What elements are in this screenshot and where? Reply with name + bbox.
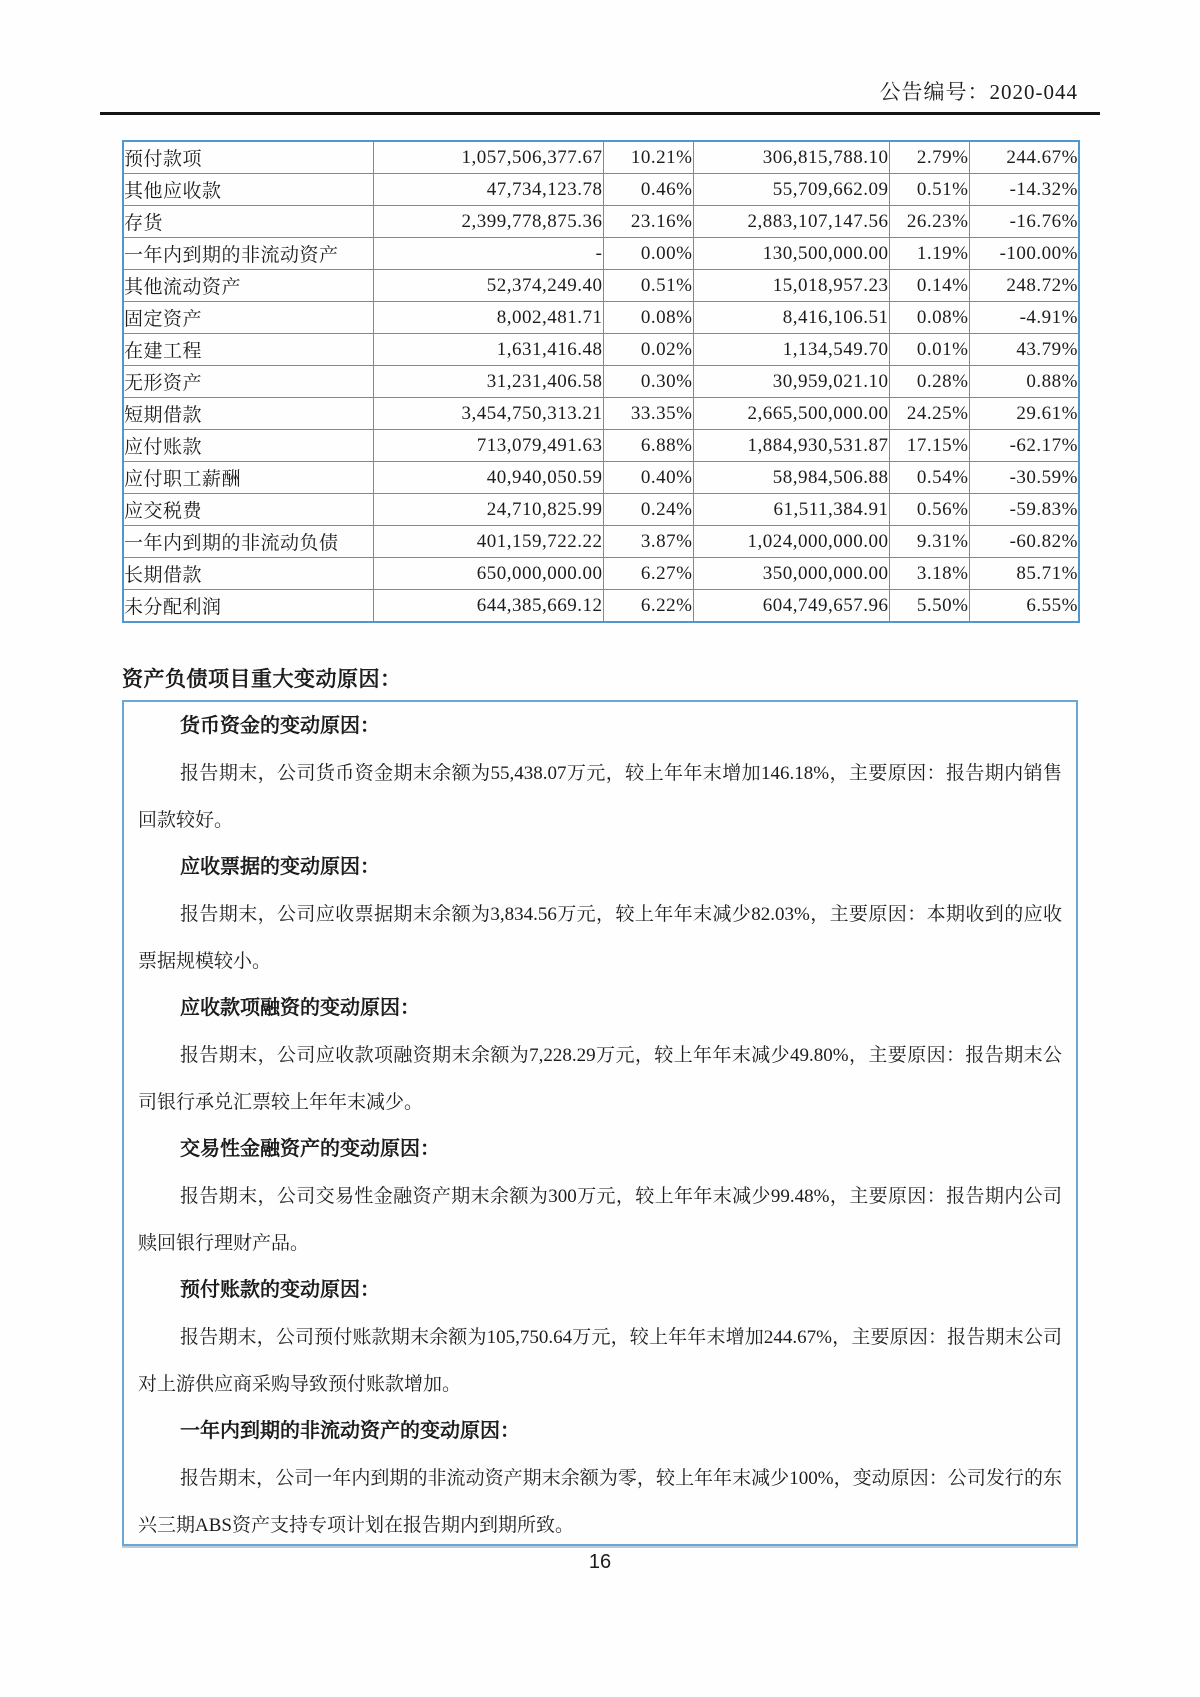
reasons-content <box>138 703 1062 1546</box>
table-row <box>123 526 1079 558</box>
change-pct-cell: -59.83% <box>969 494 1079 526</box>
pct-current-cell: 0.51% <box>603 270 693 302</box>
reason-section-title: 预付账款的变动原因： <box>180 1279 380 1301</box>
pct-current-cell: 6.22% <box>603 590 693 623</box>
reason-section-title: 应收票据的变动原因： <box>180 856 380 878</box>
table-row <box>123 206 1079 238</box>
table-row <box>123 462 1079 494</box>
pct-prior-cell: 17.15% <box>889 430 969 462</box>
pct-current-cell: 0.02% <box>603 334 693 366</box>
reasons-heading: 资产负债项目重大变动原因： <box>122 668 402 691</box>
item-name-cell: 预付款项 <box>123 141 373 174</box>
pct-current-cell: 6.27% <box>603 558 693 590</box>
reason-section-paragraph: 报告期末，公司货币资金期末余额为55,438.07万元，较上年年末增加146.18%，主要原因：报告期内销售回款较好。 <box>138 763 1062 831</box>
amount-current-cell: 1,057,506,377.67 <box>373 141 603 174</box>
balance-sheet-items-table <box>122 140 1080 623</box>
amount-current-cell: 40,940,050.59 <box>373 462 603 494</box>
pct-current-cell: 0.08% <box>603 302 693 334</box>
amount-current-cell: 1,631,416.48 <box>373 334 603 366</box>
pct-prior-cell: 0.14% <box>889 270 969 302</box>
amount-prior-cell: 61,511,384.91 <box>693 494 889 526</box>
table-row <box>123 430 1079 462</box>
change-pct-cell: 85.71% <box>969 558 1079 590</box>
amount-current-cell: 8,002,481.71 <box>373 302 603 334</box>
pct-prior-cell: 0.56% <box>889 494 969 526</box>
table-row <box>123 141 1079 174</box>
change-pct-cell: 29.61% <box>969 398 1079 430</box>
change-pct-cell: 248.72% <box>969 270 1079 302</box>
table-row <box>123 494 1079 526</box>
amount-current-cell: 52,374,249.40 <box>373 270 603 302</box>
pct-prior-cell: 3.18% <box>889 558 969 590</box>
table-row <box>123 302 1079 334</box>
table-row <box>123 558 1079 590</box>
change-pct-cell: -4.91% <box>969 302 1079 334</box>
pct-current-cell: 33.35% <box>603 398 693 430</box>
reason-section-paragraph: 报告期末，公司应收款项融资期末余额为7,228.29万元，较上年年末减少49.80%，主要原因：报告期末公司银行承兑汇票较上年年末减少。 <box>138 1045 1062 1113</box>
item-name-cell: 应付账款 <box>123 430 373 462</box>
change-pct-cell: 43.79% <box>969 334 1079 366</box>
pct-current-cell: 0.24% <box>603 494 693 526</box>
change-pct-cell: -16.76% <box>969 206 1079 238</box>
amount-prior-cell: 58,984,506.88 <box>693 462 889 494</box>
table-row <box>123 366 1079 398</box>
reason-section-title: 交易性金融资产的变动原因： <box>180 1138 440 1160</box>
amount-current-cell: 24,710,825.99 <box>373 494 603 526</box>
pct-current-cell: 0.40% <box>603 462 693 494</box>
reason-section-paragraph: 报告期末，公司预付账款期末余额为105,750.64万元，较上年年末增加244.67%，主要原因：报告期末公司对上游供应商采购导致预付账款增加。 <box>138 1327 1062 1395</box>
item-name-cell: 存货 <box>123 206 373 238</box>
amount-prior-cell: 130,500,000.00 <box>693 238 889 270</box>
change-pct-cell: -100.00% <box>969 238 1079 270</box>
amount-prior-cell: 350,000,000.00 <box>693 558 889 590</box>
amount-current-cell: - <box>373 238 603 270</box>
change-pct-cell: 0.88% <box>969 366 1079 398</box>
reason-section-title: 货币资金的变动原因： <box>180 715 380 737</box>
amount-prior-cell: 2,883,107,147.56 <box>693 206 889 238</box>
table-row <box>123 590 1079 623</box>
pct-prior-cell: 0.54% <box>889 462 969 494</box>
amount-prior-cell: 15,018,957.23 <box>693 270 889 302</box>
change-pct-cell: 244.67% <box>969 141 1079 174</box>
change-pct-cell: 6.55% <box>969 590 1079 623</box>
change-pct-cell: -14.32% <box>969 174 1079 206</box>
item-name-cell: 一年内到期的非流动资产 <box>123 238 373 270</box>
item-name-cell: 在建工程 <box>123 334 373 366</box>
reason-section-paragraph: 报告期末，公司应收票据期末余额为3,834.56万元，较上年年末减少82.03%，主要原因：本期收到的应收票据规模较小。 <box>138 904 1062 972</box>
pct-current-cell: 0.46% <box>603 174 693 206</box>
change-pct-cell: -60.82% <box>969 526 1079 558</box>
amount-current-cell: 713,079,491.63 <box>373 430 603 462</box>
pct-current-cell: 0.30% <box>603 366 693 398</box>
amount-prior-cell: 604,749,657.96 <box>693 590 889 623</box>
pct-prior-cell: 1.19% <box>889 238 969 270</box>
item-name-cell: 长期借款 <box>123 558 373 590</box>
amount-prior-cell: 30,959,021.10 <box>693 366 889 398</box>
table-row <box>123 174 1079 206</box>
item-name-cell: 其他流动资产 <box>123 270 373 302</box>
item-name-cell: 一年内到期的非流动负债 <box>123 526 373 558</box>
amount-current-cell: 401,159,722.22 <box>373 526 603 558</box>
reasons-box <box>122 700 1078 1546</box>
amount-current-cell: 47,734,123.78 <box>373 174 603 206</box>
amount-current-cell: 2,399,778,875.36 <box>373 206 603 238</box>
header-rule <box>100 112 1100 115</box>
item-name-cell: 固定资产 <box>123 302 373 334</box>
table-row <box>123 270 1079 302</box>
item-name-cell: 其他应收款 <box>123 174 373 206</box>
table-row <box>123 398 1079 430</box>
item-name-cell: 短期借款 <box>123 398 373 430</box>
amount-prior-cell: 306,815,788.10 <box>693 141 889 174</box>
amount-prior-cell: 1,024,000,000.00 <box>693 526 889 558</box>
item-name-cell: 无形资产 <box>123 366 373 398</box>
amount-current-cell: 644,385,669.12 <box>373 590 603 623</box>
announcement-number: 公告编号：2020-044 <box>879 80 1078 104</box>
amount-current-cell: 3,454,750,313.21 <box>373 398 603 430</box>
item-name-cell: 应交税费 <box>123 494 373 526</box>
amount-current-cell: 31,231,406.58 <box>373 366 603 398</box>
pct-prior-cell: 26.23% <box>889 206 969 238</box>
page-number: 16 <box>588 1551 612 1573</box>
change-pct-cell: -62.17% <box>969 430 1079 462</box>
reason-section-paragraph: 报告期末，公司一年内到期的非流动资产期末余额为零，较上年年末减少100%，变动原因：公司发行的东兴三期ABS资产支持专项计划在报告期内到期所致。 <box>138 1468 1062 1536</box>
amount-prior-cell: 1,884,930,531.87 <box>693 430 889 462</box>
amount-prior-cell: 1,134,549.70 <box>693 334 889 366</box>
pct-current-cell: 3.87% <box>603 526 693 558</box>
pct-current-cell: 10.21% <box>603 141 693 174</box>
pct-prior-cell: 0.28% <box>889 366 969 398</box>
amount-prior-cell: 2,665,500,000.00 <box>693 398 889 430</box>
reason-section-title: 应收款项融资的变动原因： <box>180 997 420 1019</box>
pct-current-cell: 23.16% <box>603 206 693 238</box>
pct-prior-cell: 0.51% <box>889 174 969 206</box>
pct-prior-cell: 0.01% <box>889 334 969 366</box>
table-row <box>123 334 1079 366</box>
reason-section-paragraph: 报告期末，公司交易性金融资产期末余额为300万元，较上年年末减少99.48%，主要原因：报告期内公司赎回银行理财产品。 <box>138 1186 1062 1254</box>
pct-prior-cell: 9.31% <box>889 526 969 558</box>
pct-prior-cell: 5.50% <box>889 590 969 623</box>
pct-prior-cell: 0.08% <box>889 302 969 334</box>
amount-current-cell: 650,000,000.00 <box>373 558 603 590</box>
pct-current-cell: 6.88% <box>603 430 693 462</box>
pct-prior-cell: 2.79% <box>889 141 969 174</box>
table-row <box>123 238 1079 270</box>
item-name-cell: 未分配利润 <box>123 590 373 623</box>
reason-section-title: 一年内到期的非流动资产的变动原因： <box>180 1420 520 1442</box>
pct-current-cell: 0.00% <box>603 238 693 270</box>
pct-prior-cell: 24.25% <box>889 398 969 430</box>
amount-prior-cell: 8,416,106.51 <box>693 302 889 334</box>
item-name-cell: 应付职工薪酬 <box>123 462 373 494</box>
change-pct-cell: -30.59% <box>969 462 1079 494</box>
amount-prior-cell: 55,709,662.09 <box>693 174 889 206</box>
